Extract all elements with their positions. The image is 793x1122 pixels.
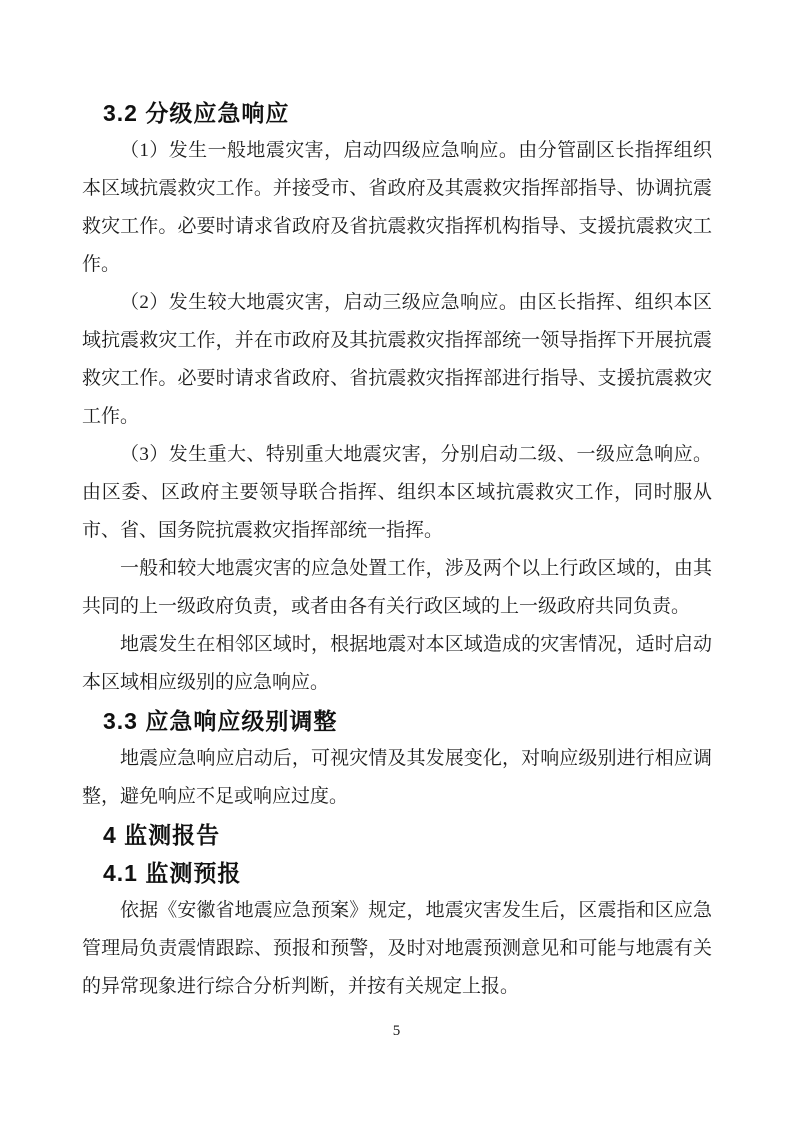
section-heading-3-3: 3.3 应急响应级别调整	[103, 708, 338, 734]
paragraph-response-level-4: （1）发生一般地震灾害，启动四级应急响应。由分管副区长指挥组织本区域抗震救灾工作。并接受市、省政府及其震救灾指挥部指导、协调抗震救灾工作。必要时请求省政府及省抗震救灾指挥机构指导、支援抗震救灾工作。	[82, 140, 712, 275]
paragraph-level-adjustment: 地震应急响应启动后，可视灾情及其发展变化，对响应级别进行相应调整，避免响应不足或响应过度。	[82, 748, 712, 807]
document-content	[82, 94, 712, 1006]
paragraph-adjacent-region-response: 地震发生在相邻区域时，根据地震对本区域造成的灾害情况，适时启动本区域相应级别的应急响应。	[82, 634, 712, 693]
paragraph-response-level-1-2: （3）发生重大、特别重大地震灾害，分别启动二级、一级应急响应。由区委、区政府主要领导联合指挥、组织本区域抗震救灾工作，同时服从市、省、国务院抗震救灾指挥部统一指挥。	[82, 444, 712, 541]
chapter-heading-4: 4 监测报告	[103, 822, 221, 848]
section-heading-4-1: 4.1 监测预报	[103, 860, 242, 886]
section-heading-3-2: 3.2 分级应急响应	[103, 100, 290, 126]
paragraph-monitoring-forecast: 依据《安徽省地震应急预案》规定，地震灾害发生后，区震指和区应急管理局负责震情跟踪、预报和预警，及时对地震预测意见和可能与地震有关的异常现象进行综合分析判断，并按有关规定上报。	[82, 900, 712, 997]
paragraph-response-level-3: （2）发生较大地震灾害，启动三级应急响应。由区长指挥、组织本区域抗震救灾工作，并在市政府及其抗震救灾指挥部统一领导指挥下开展抗震救灾工作。必要时请求省政府、省抗震救灾指挥部进行指导、支援抗震救灾工作。	[82, 292, 712, 427]
paragraph-cross-region-responsibility: 一般和较大地震灾害的应急处置工作，涉及两个以上行政区域的，由其共同的上一级政府负责，或者由各有关行政区域的上一级政府共同负责。	[82, 558, 712, 617]
page-number: 5	[392, 1023, 401, 1039]
